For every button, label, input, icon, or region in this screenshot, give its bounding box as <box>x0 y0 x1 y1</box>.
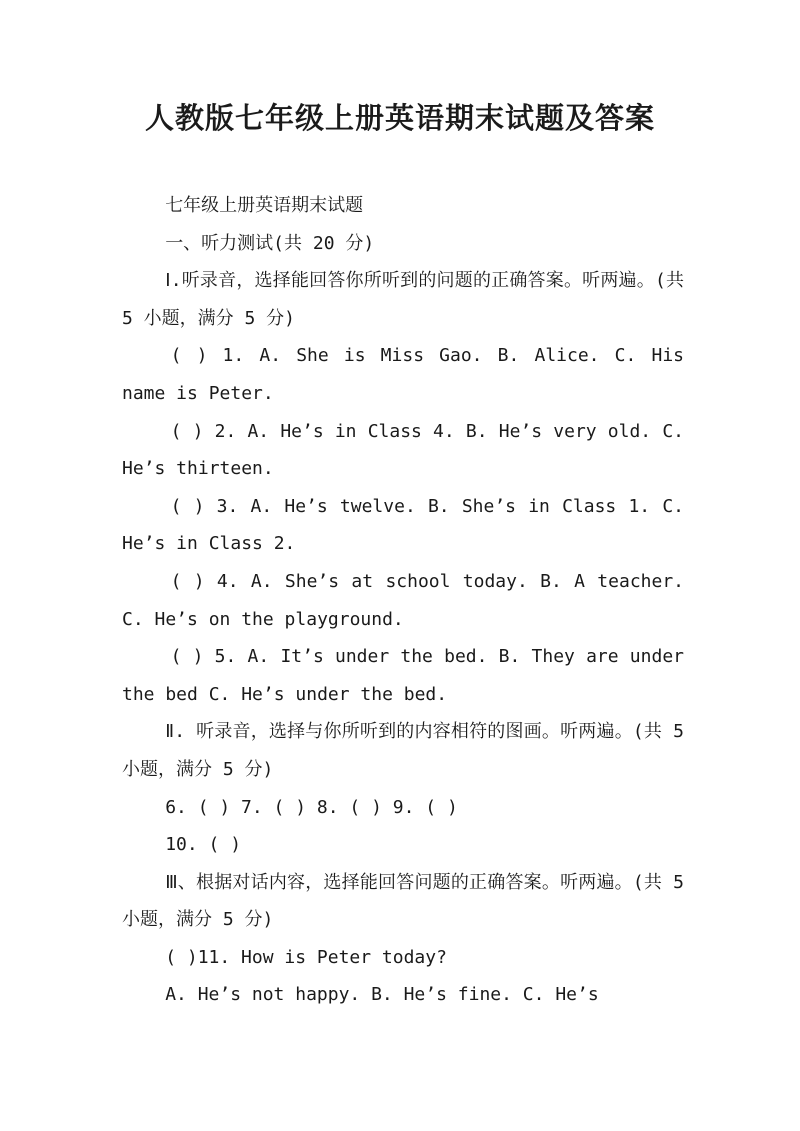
instruction-paragraph: Ⅲ、根据对话内容，选择能回答问题的正确答案。听两遍。(共 5 小题，满分 5 分) <box>122 871 684 931</box>
part-heading: 一、听力测试(共 20 分) <box>165 232 375 254</box>
question-item: ( ) 5. A. It’s under the bed. B. They are under the bed C. He’s under the bed. <box>122 646 684 705</box>
section-heading: 七年级上册英语期末试题 <box>165 195 364 216</box>
question-item: ( ) 1. A. She is Miss Gao. B. Alice. C. His name is Peter. <box>122 345 684 404</box>
document-body <box>122 187 684 1014</box>
question-item: ( ) 3. A. He’s twelve. B. She’s in Class 1. C. He’s in Class 2. <box>122 495 684 555</box>
instruction-paragraph: Ⅱ. 听录音，选择与你所听到的内容相符的图画。听两遍。(共 5 小题，满分 5 分) <box>122 721 684 780</box>
answer-options: A. He’s not happy. B. He’s fine. C. He’s <box>165 984 599 1006</box>
instruction-paragraph: Ⅰ.听录音，选择能回答你所听到的问题的正确答案。听两遍。(共 5 小题，满分 5 分) <box>122 270 684 329</box>
question-item: 10. ( ) <box>165 834 242 856</box>
question-item: 6. ( ) 7. ( ) 8. ( ) 9. ( ) <box>165 796 458 818</box>
question-item: ( ) 2. A. He’s in Class 4. B. He’s very old. C. He’s thirteen. <box>122 420 684 480</box>
question-item: ( )11. How is Peter today? <box>165 946 447 968</box>
question-item: ( ) 4. A. She’s at school today. B. A teacher. C. He’s on the playground. <box>122 570 684 630</box>
document-title: 人教版七年级上册英语期末试题及答案 <box>144 101 655 135</box>
